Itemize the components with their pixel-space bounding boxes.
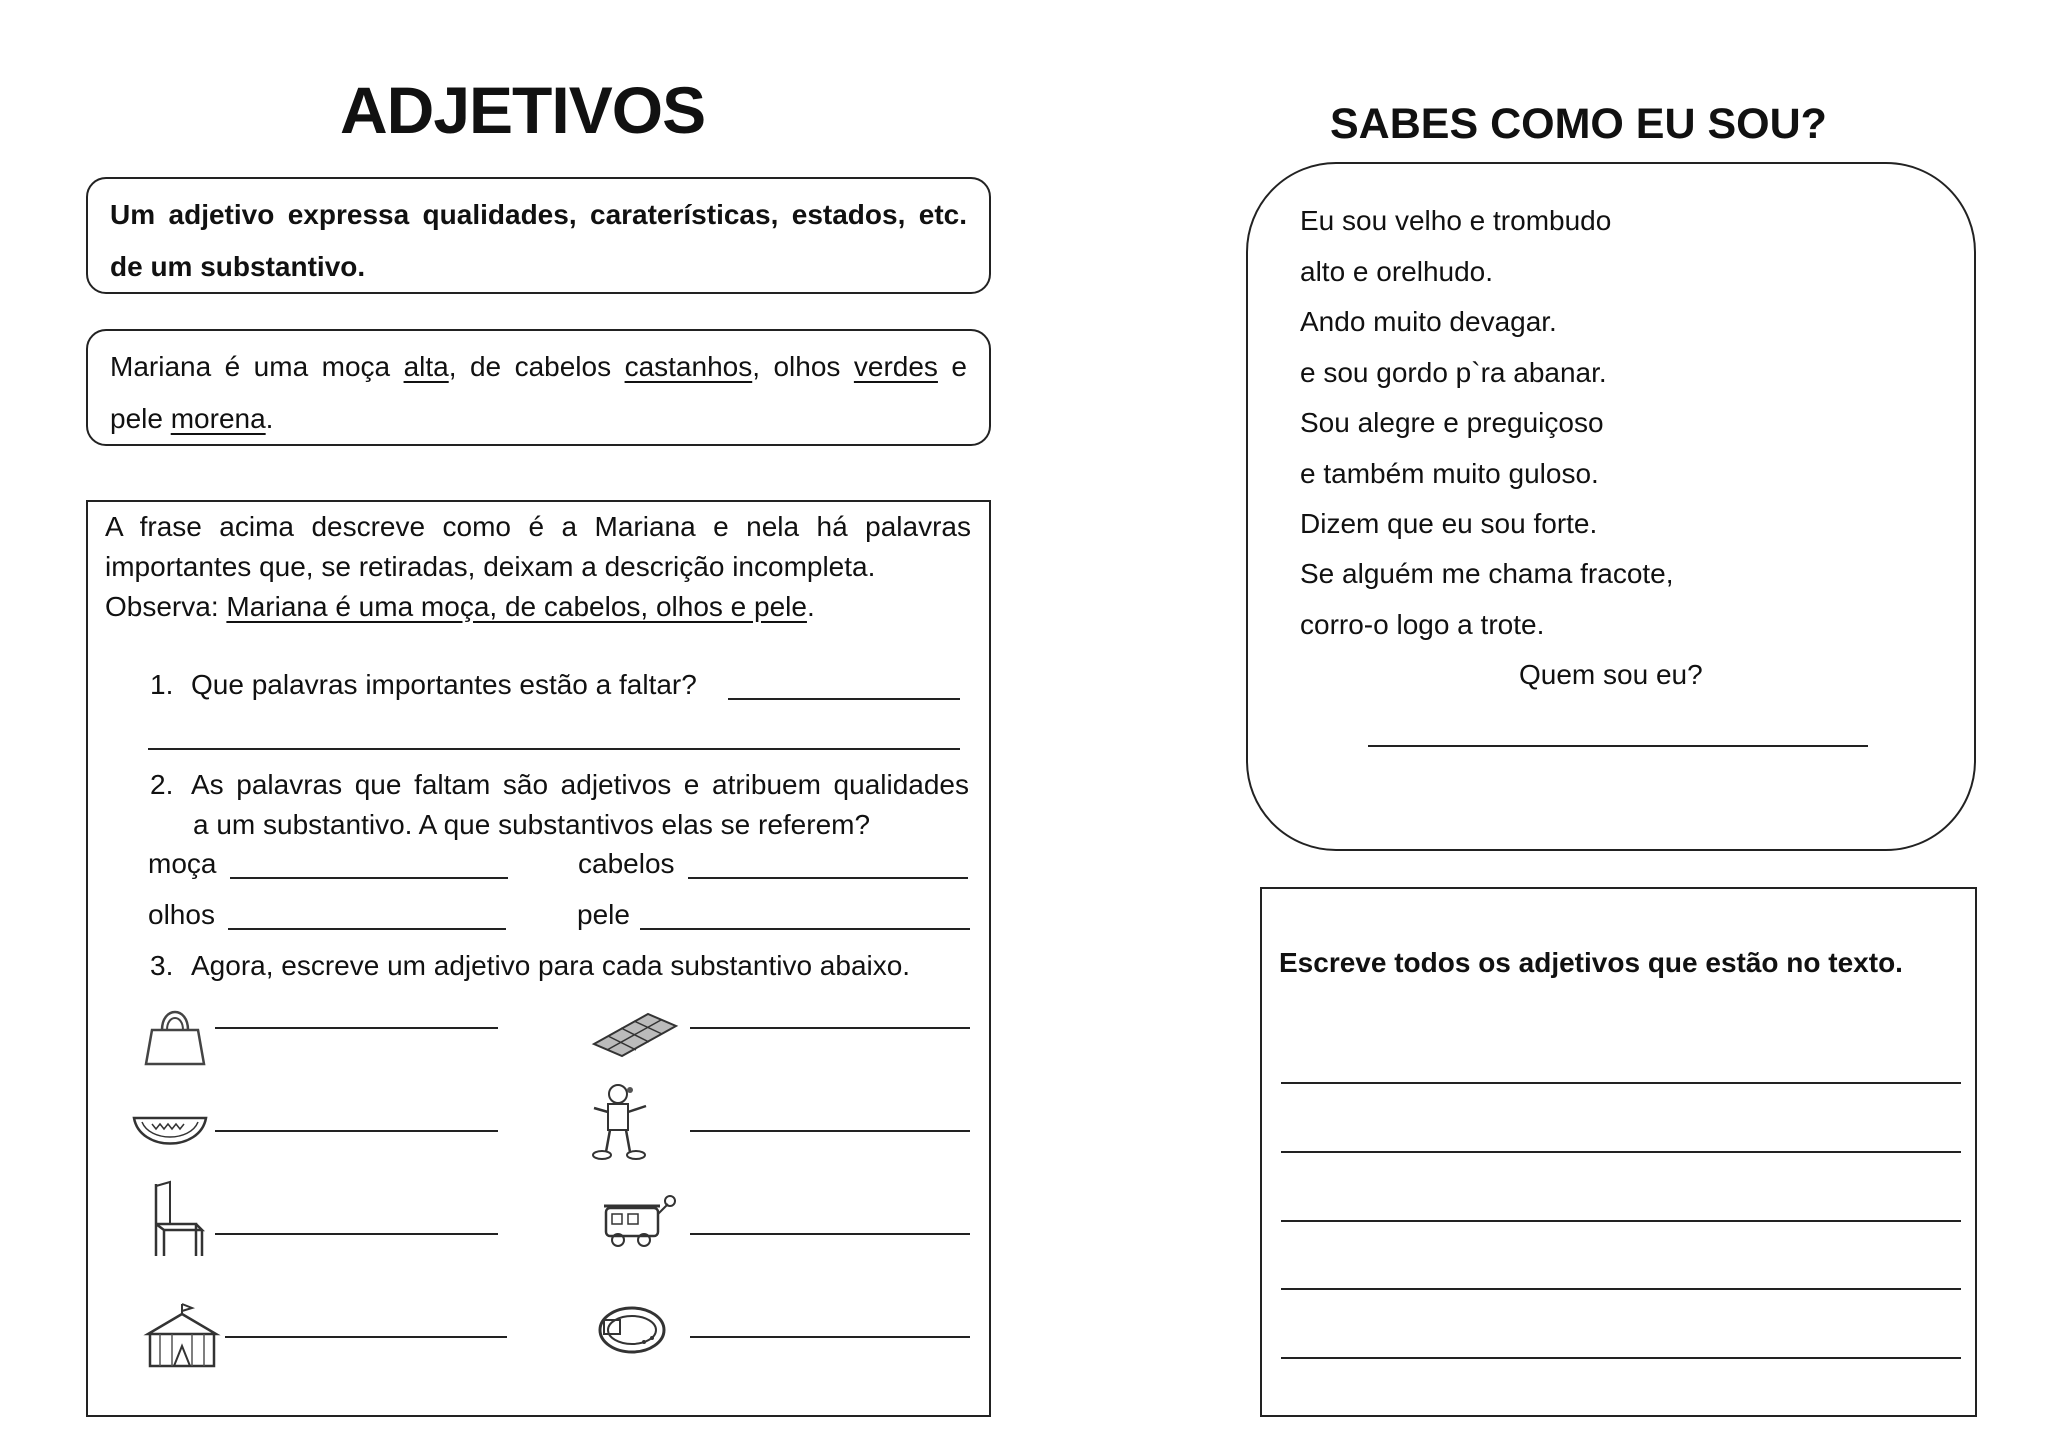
answer-line[interactable] [215, 1130, 498, 1132]
answer-line[interactable] [230, 877, 508, 879]
answer-line[interactable] [148, 748, 960, 750]
question-1-text: Que palavras importantes estão a faltar? [191, 669, 697, 700]
intro-line: importantes que, se retiradas, deixam a descrição incompleta. [105, 551, 876, 582]
question-1-number: 1. [150, 669, 174, 700]
watermelon-slice-icon [130, 1112, 210, 1160]
answer-line[interactable] [225, 1336, 507, 1338]
poem-line: alto e orelhudo. [1300, 256, 1494, 287]
question-3-text: Agora, escreve um adjetivo para cada substantivo abaixo. [191, 950, 911, 981]
chair-icon [146, 1180, 206, 1260]
poem-line: Eu sou velho e trombudo [1300, 205, 1612, 236]
poem-line: Sou alegre e preguiçoso [1300, 407, 1604, 438]
answer-line[interactable] [1281, 1220, 1961, 1222]
poem-title: SABES COMO EU SOU? [1330, 100, 1827, 148]
answer-line[interactable] [688, 877, 968, 879]
question-3-number: 3. [150, 950, 174, 981]
example-text: . [265, 403, 274, 434]
poem-line: Se alguém me chama fracote, [1300, 558, 1674, 589]
example-adjective: castanhos [624, 351, 753, 382]
answer-line[interactable] [1281, 1357, 1961, 1359]
answer-line[interactable] [215, 1027, 498, 1029]
toy-train-icon [600, 1190, 680, 1250]
incomplete-sentence: Mariana é uma moça, de cabelos, olhos e pele [226, 591, 807, 622]
answer-line[interactable] [690, 1130, 970, 1132]
poem-line: e também muito guloso. [1300, 458, 1599, 489]
belt-icon [594, 1300, 670, 1360]
poem-line: e sou gordo p`ra abanar. [1300, 357, 1607, 388]
clown-icon [590, 1082, 660, 1162]
example-text: , de cabelos [448, 351, 625, 382]
definition-text: Um adjetivo expressa qualidades, caraterísticas, estados, etc. de um substantivo. [110, 199, 967, 282]
noun-label: moça [148, 848, 217, 879]
intro-line: A frase acima descreve como é a Mariana e nela há palavras [105, 511, 971, 542]
answer-line[interactable] [690, 1027, 970, 1029]
answer-line[interactable] [640, 928, 970, 930]
noun-label: olhos [148, 899, 215, 930]
circus-tent-icon [142, 1300, 222, 1370]
answer-line[interactable] [1368, 745, 1868, 747]
answer-line[interactable] [690, 1336, 970, 1338]
poem-line: corro-o logo a trote. [1300, 609, 1545, 640]
example-adjective: alta [403, 351, 449, 382]
poem-line: Dizem que eu sou forte. [1300, 508, 1598, 539]
example-text: Mariana é uma moça [110, 351, 404, 382]
answer-line[interactable] [1281, 1082, 1961, 1084]
question-2-number: 2. [150, 769, 174, 800]
answer-line[interactable] [228, 928, 506, 930]
answer-line[interactable] [1281, 1288, 1961, 1290]
poem-line: Ando muito devagar. [1300, 306, 1557, 337]
definition-box [86, 177, 991, 294]
task-instruction: Escreve todos os adjetivos que estão no texto. [1279, 947, 1903, 978]
answer-line[interactable] [690, 1233, 970, 1235]
example-text: e pele [110, 351, 967, 434]
example-box [86, 329, 991, 446]
question-2-text: a um substantivo. A que substantivos elas se referem? [193, 809, 871, 840]
observa-label: Observa: [105, 591, 227, 622]
observa-end: . [806, 591, 815, 622]
noun-label: pele [577, 899, 630, 930]
answer-line[interactable] [728, 698, 960, 700]
observa-line [105, 590, 815, 624]
example-sentence [110, 341, 967, 445]
example-text: , olhos [752, 351, 854, 382]
riddle-question: Quem sou eu? [1519, 659, 1703, 690]
handbag-icon [140, 1000, 210, 1070]
example-adjective: verdes [853, 351, 938, 382]
question-2-text: As palavras que faltam são adjetivos e atribuem qualidades [191, 769, 969, 800]
chocolate-bar-icon [590, 1010, 680, 1060]
answer-line[interactable] [1281, 1151, 1961, 1153]
noun-label: cabelos [578, 848, 675, 879]
example-adjective: morena [170, 403, 266, 434]
page-title: ADJETIVOS [340, 73, 706, 147]
answer-line[interactable] [215, 1233, 498, 1235]
